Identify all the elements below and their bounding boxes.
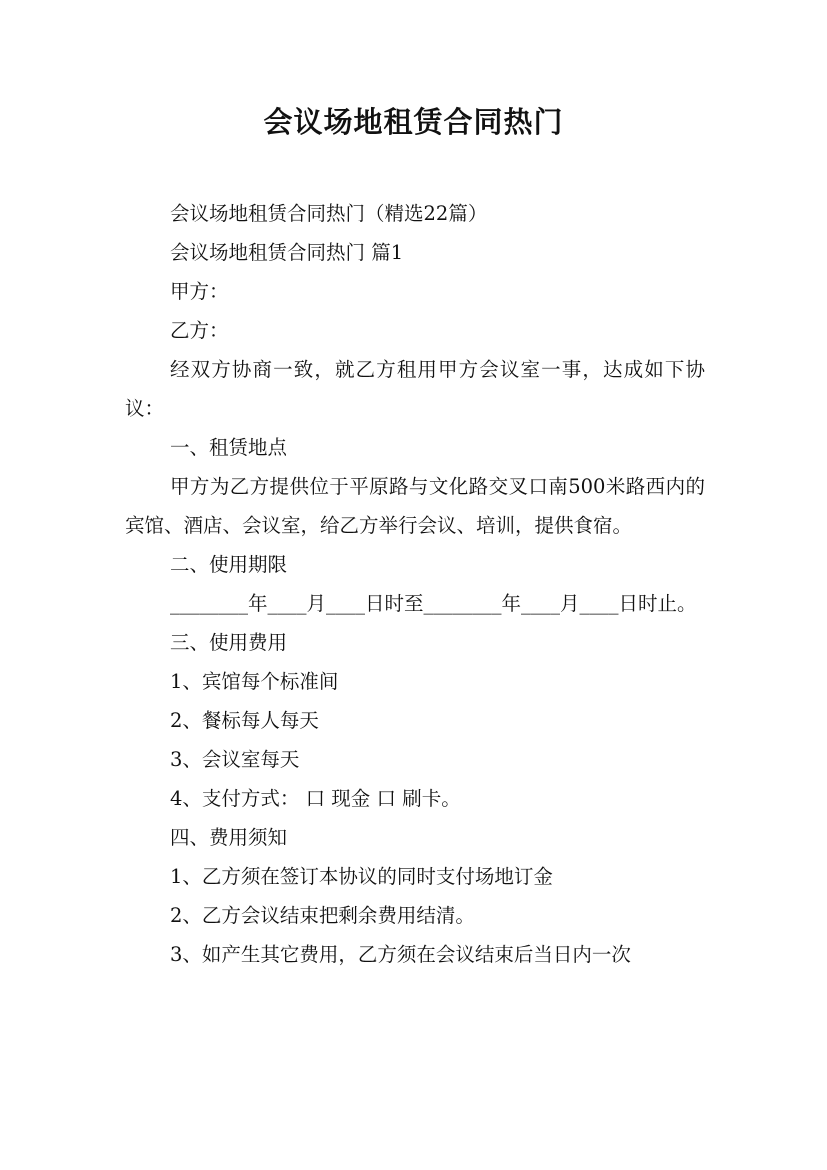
paragraph-period-detail: ________年____月____日时至________年____月____日时止。 bbox=[170, 592, 697, 615]
document-body bbox=[125, 194, 705, 974]
paragraph-location-detail: 甲方为乙方提供位于平原路与文化路交叉口南500米路西内的宾馆、酒店、会议室，给乙方举行会议、培训，提供食宿。 bbox=[125, 475, 705, 537]
paragraph-heading-fees: 三、使用费用 bbox=[170, 631, 288, 654]
paragraph-heading-period: 二、使用期限 bbox=[170, 553, 288, 576]
paragraph-party-b: 乙方： bbox=[170, 319, 229, 342]
paragraph-fee-note-deposit: 1、乙方须在签订本协议的同时支付场地订金 bbox=[170, 865, 553, 888]
paragraph-heading-location: 一、租赁地点 bbox=[170, 436, 288, 459]
paragraph-fee-note-settle: 2、乙方会议结束把剩余费用结清。 bbox=[170, 904, 475, 927]
paragraph-fee-room: 1、宾馆每个标准间 bbox=[170, 670, 339, 693]
paragraph-party-a: 甲方： bbox=[170, 280, 229, 303]
paragraph-subtitle: 会议场地租赁合同热门（精选22篇） bbox=[170, 202, 488, 225]
paragraph-section-heading: 会议场地租赁合同热门 篇1 bbox=[170, 241, 404, 264]
paragraph-fee-meal: 2、餐标每人每天 bbox=[170, 709, 319, 732]
paragraph-fee-meeting-room: 3、会议室每天 bbox=[170, 748, 300, 771]
document-title: 会议场地租赁合同热门 bbox=[263, 105, 564, 139]
paragraph-heading-fee-notes: 四、费用须知 bbox=[170, 826, 288, 849]
paragraph-fee-note-other: 3、如产生其它费用，乙方须在会议结束后当日内一次 bbox=[170, 943, 631, 966]
paragraph-payment-method: 4、支付方式： 口 现金 口 刷卡。 bbox=[170, 787, 461, 810]
paragraph-agreement-intro: 经双方协商一致，就乙方租用甲方会议室一事，达成如下协议： bbox=[125, 358, 705, 420]
